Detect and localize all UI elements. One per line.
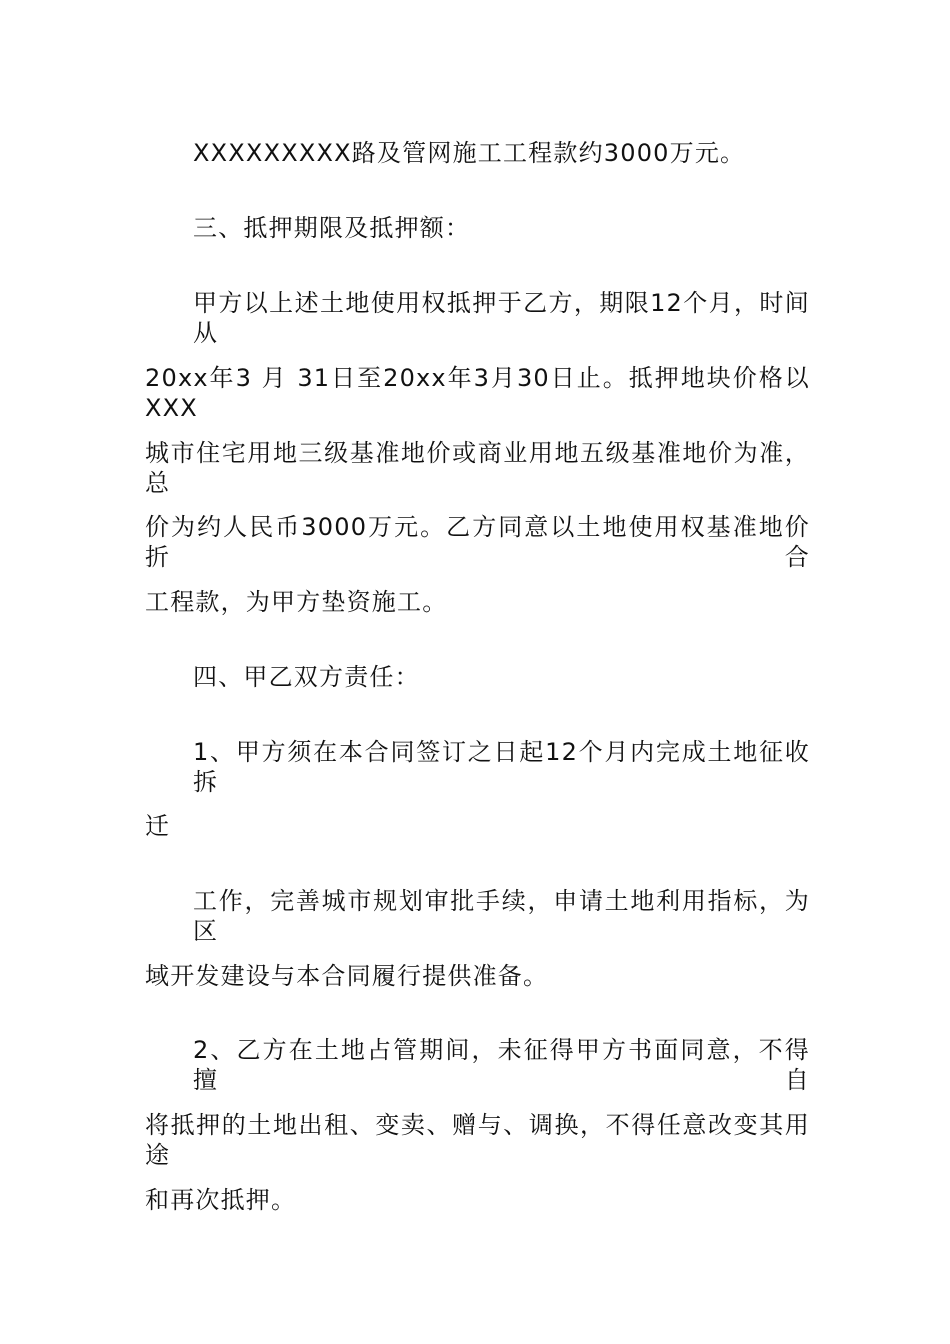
paragraph-line: 价为约人民币3000万元。乙方同意以土地使用权基准地价折合: [145, 513, 810, 571]
paragraph-line: 迁: [145, 812, 171, 840]
paragraph-line: 甲方以上述土地使用权抵押于乙方，期限12个月，时间从: [193, 289, 810, 347]
paragraph-line: 2、乙方在土地占管期间，未征得甲方书面同意，不得擅自: [193, 1036, 810, 1094]
paragraph-line: 域开发建设与本合同履行提供准备。: [145, 962, 549, 990]
section-heading: 三、抵押期限及抵押额：: [193, 214, 471, 242]
section-heading: 四、甲乙双方责任：: [193, 663, 420, 691]
paragraph-line: 工作，完善城市规划审批手续，申请土地利用指标，为区: [193, 887, 810, 945]
paragraph-line: XXXXXXXXX路及管网施工工程款约3000万元。: [193, 139, 746, 167]
paragraph-line: 工程款，为甲方垫资施工。: [145, 588, 448, 616]
paragraph-line: 将抵押的土地出租、变卖、赠与、调换，不得任意改变其用途: [145, 1111, 810, 1169]
paragraph-line: 和再次抵押。: [145, 1186, 297, 1214]
paragraph-line: 城市住宅用地三级基准地价或商业用地五级基准地价为准，总: [145, 439, 810, 497]
paragraph-line: 1、甲方须在本合同签订之日起12个月内完成土地征收拆: [193, 738, 810, 796]
paragraph-line: 20xx年3 月 31日至20xx年3月30日止。抵押地块价格以XXX: [145, 364, 810, 422]
